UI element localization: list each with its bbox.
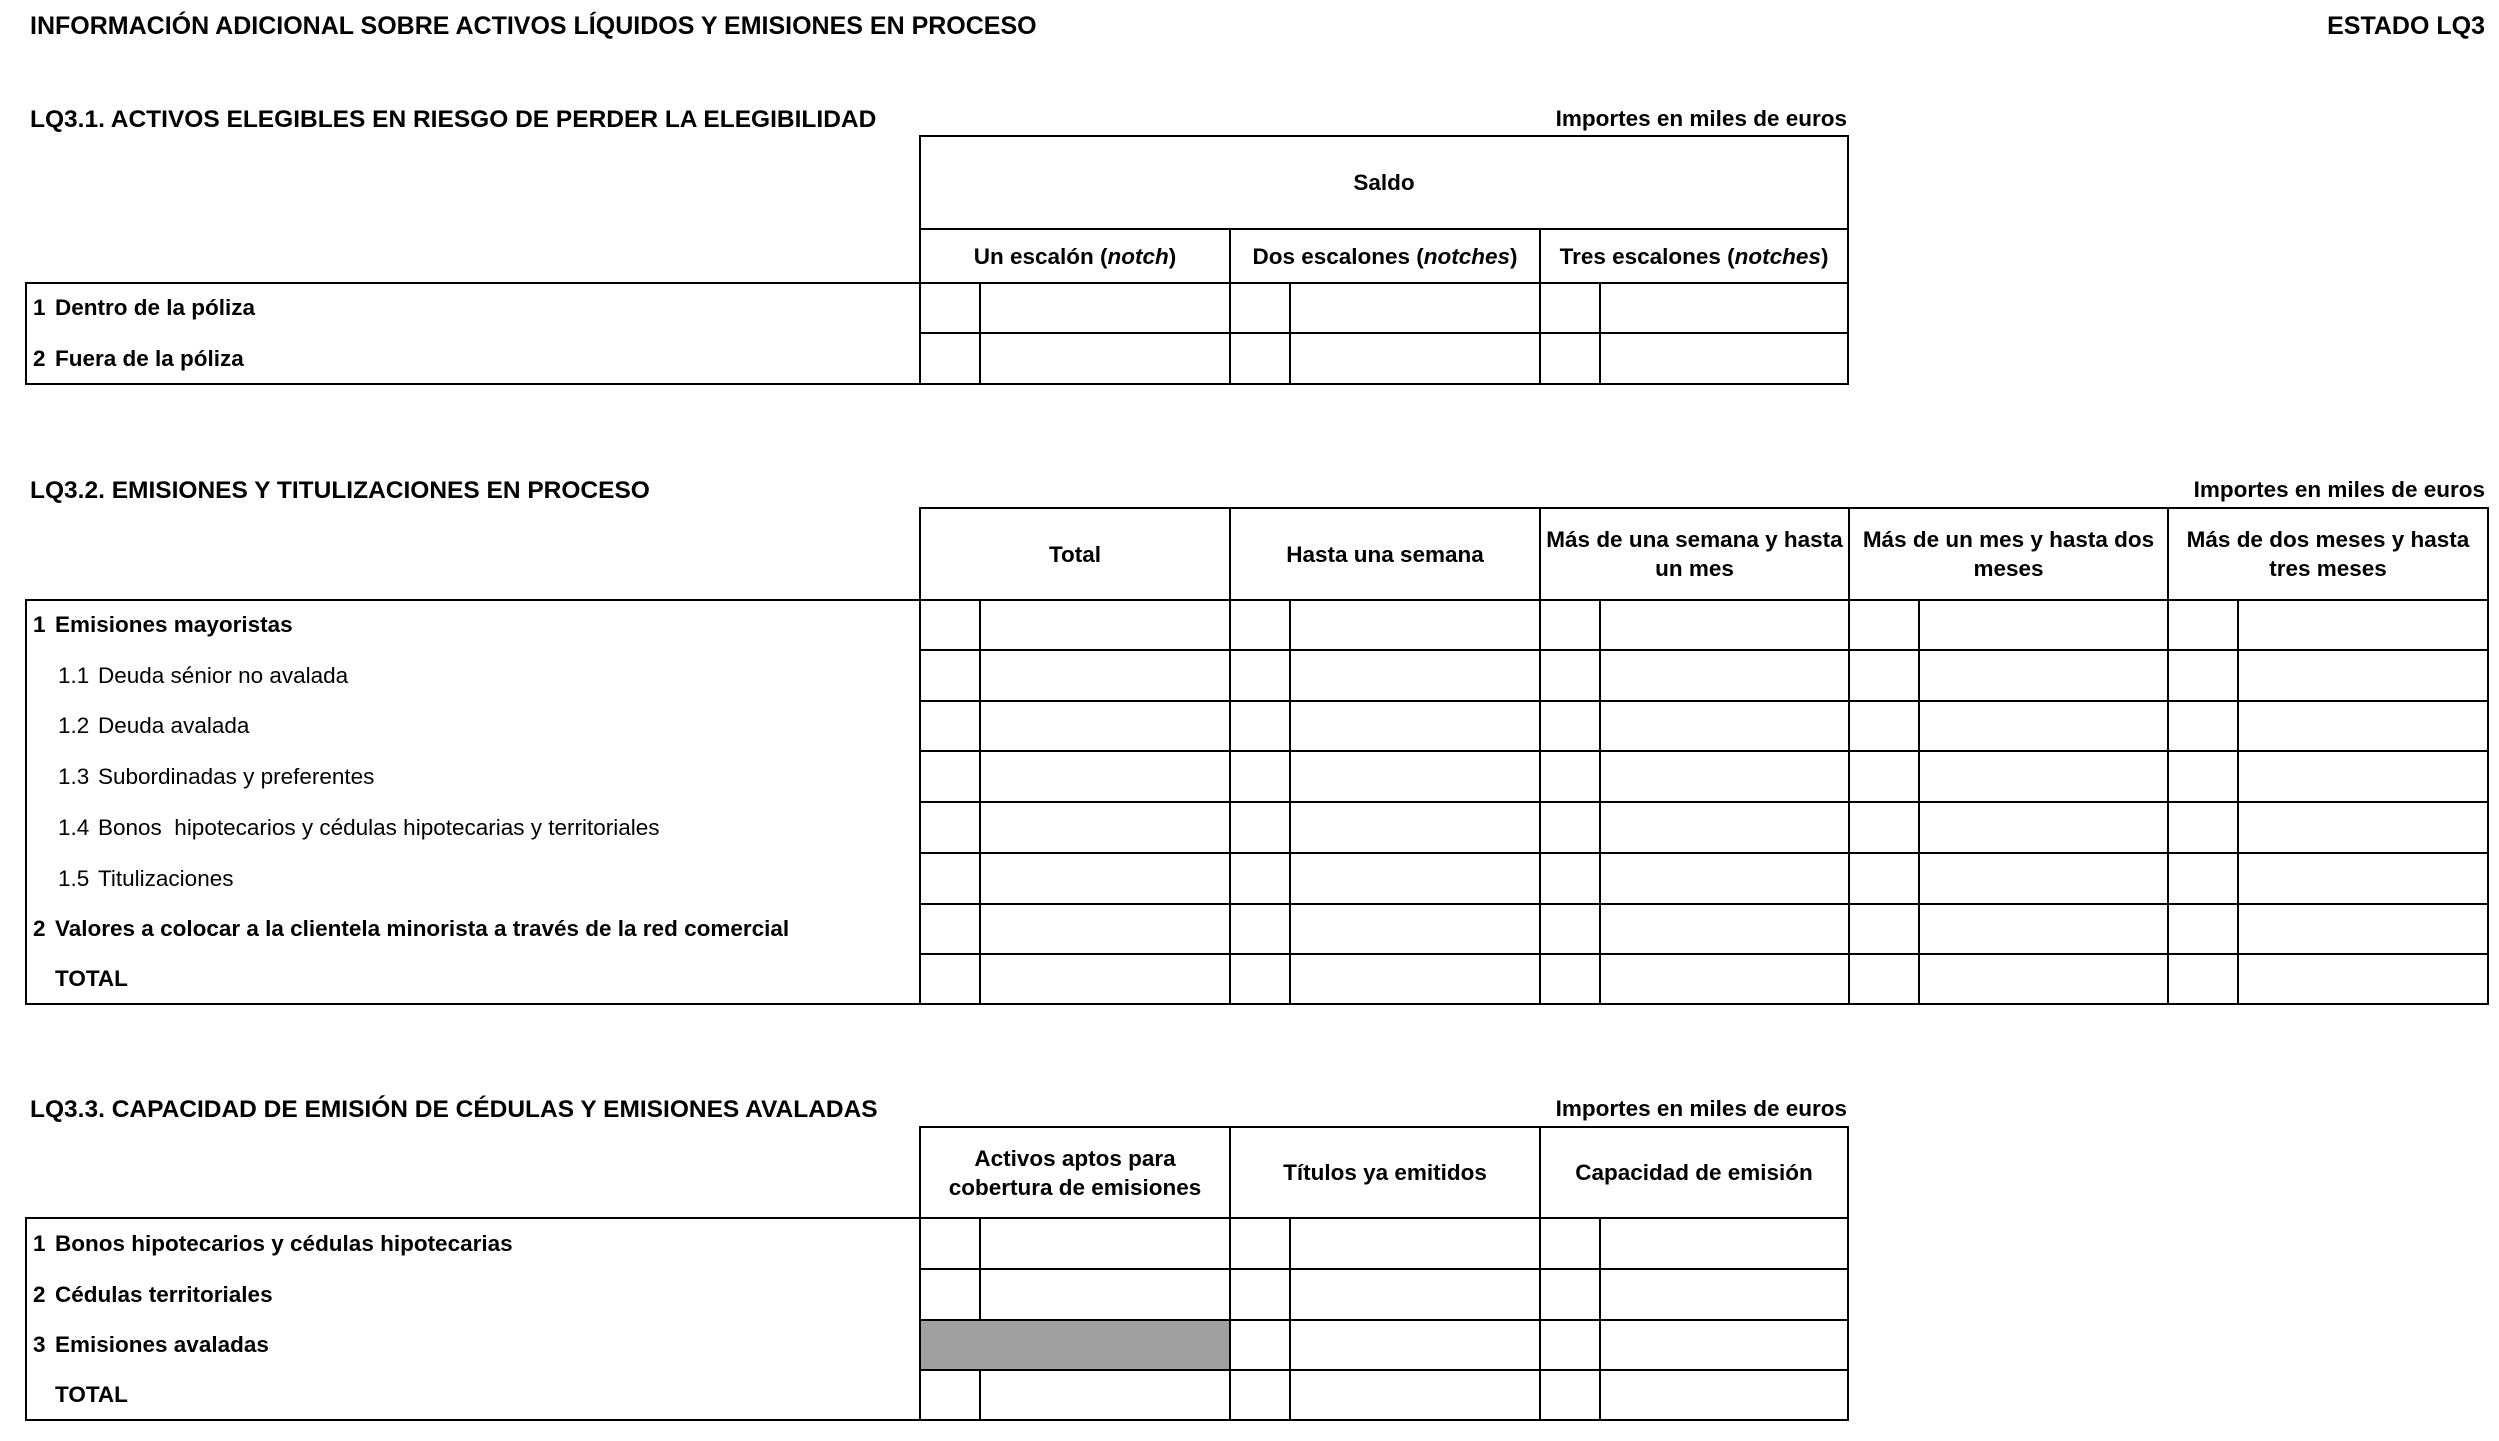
units-label: Importes en miles de euros bbox=[2193, 477, 2485, 502]
col-header-dos-tres-meses: Más de dos meses y hasta tres meses bbox=[2186, 527, 2470, 581]
page-title: INFORMACIÓN ADICIONAL SOBRE ACTIVOS LÍQUIDOS Y EMISIONES EN PROCESO bbox=[30, 12, 1037, 40]
col-header-capacidad-emision: Capacidad de emisión bbox=[1575, 1160, 1813, 1185]
table-row: 1 Bonos hipotecarios y cédulas hipotecarias bbox=[33, 1230, 513, 1256]
col-header-tres-escalones: Tres escalones (notches) bbox=[1559, 243, 1829, 269]
col-header-activos-aptos: Activos aptos para cobertura de emisiones bbox=[948, 1145, 1202, 1200]
table-row: 2 Fuera de la póliza bbox=[33, 345, 244, 371]
table-row: 1.1 Deuda sénior no avalada bbox=[58, 662, 349, 688]
estado-code: ESTADO LQ3 bbox=[2327, 12, 2485, 40]
col-header-total: Total bbox=[1048, 541, 1102, 567]
col-header-dos-escalones: Dos escalones (notches) bbox=[1252, 243, 1518, 269]
section-title: LQ3.1. ACTIVOS ELEGIBLES EN RIESGO DE PERDER LA ELEGIBILIDAD bbox=[30, 106, 877, 133]
table-row: 1.4 Bonos hipotecarios y cédulas hipotecarias y territoriales bbox=[58, 814, 660, 840]
table-row: 1 Emisiones mayoristas bbox=[33, 612, 293, 637]
table-row: 1.2 Deuda avalada bbox=[58, 713, 250, 738]
section-title: LQ3.2. EMISIONES Y TITULIZACIONES EN PROCESO bbox=[30, 477, 650, 504]
col-header-saldo: Saldo bbox=[1353, 170, 1415, 195]
table-row: 2 Cédulas territoriales bbox=[33, 1281, 273, 1307]
table-row-total: TOTAL bbox=[55, 1382, 128, 1407]
col-header-mes-dos-meses: Más de un mes y hasta dos meses bbox=[1862, 527, 2155, 581]
disabled-cell bbox=[919, 1319, 1231, 1370]
col-header-semana-mes: Más de una semana y hasta un mes bbox=[1546, 527, 1843, 581]
col-header-hasta-una-semana: Hasta una semana bbox=[1286, 541, 1484, 567]
units-label: Importes en miles de euros bbox=[1555, 1096, 1847, 1121]
table-row-total: TOTAL bbox=[55, 966, 128, 991]
col-header-un-escalon: Un escalón (notch) bbox=[973, 243, 1177, 269]
units-label: Importes en miles de euros bbox=[1555, 106, 1847, 131]
table-row: 1 Dentro de la póliza bbox=[33, 295, 256, 320]
table-row: 1.3 Subordinadas y preferentes bbox=[58, 763, 375, 789]
table-row: 3 Emisiones avaladas bbox=[33, 1332, 269, 1357]
table-row: 1.5 Titulizaciones bbox=[58, 865, 234, 891]
section-title: LQ3.3. CAPACIDAD DE EMISIÓN DE CÉDULAS Y EMISIONES AVALADAS bbox=[30, 1096, 878, 1123]
table-row: 2 Valores a colocar a la clientela minorista a través de la red comercial bbox=[33, 916, 790, 941]
col-header-titulos-emitidos: Títulos ya emitidos bbox=[1283, 1160, 1487, 1185]
